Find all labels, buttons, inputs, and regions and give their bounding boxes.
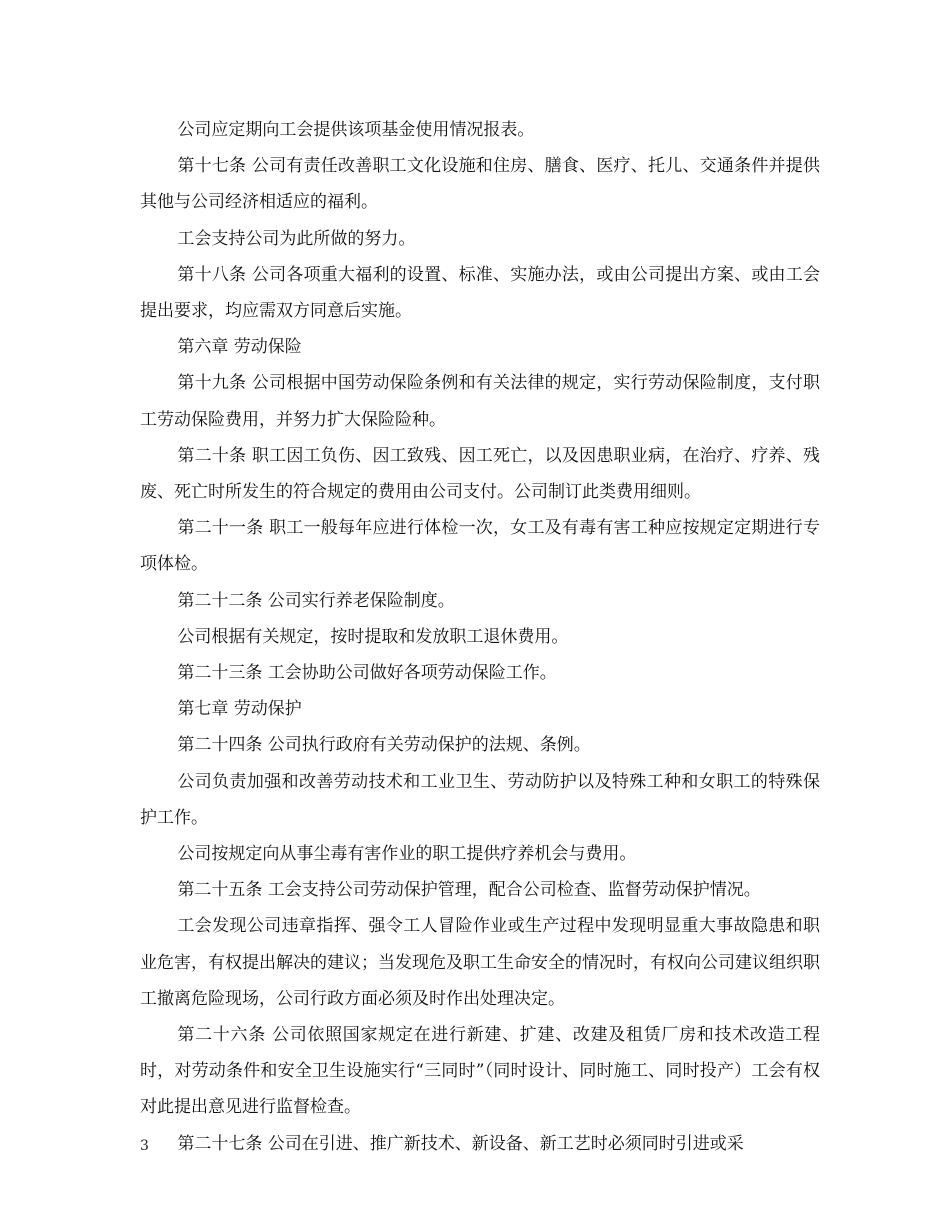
paragraph: 第十八条 公司各项重大福利的设置、标准、实施办法，或由公司提出方案、或由工会提出要求，均应需双方同意后实施。 <box>140 264 820 322</box>
paragraph: 第二十三条 工会协助公司做好各项劳动保险工作。 <box>177 663 557 684</box>
paragraph: 第二十五条 工会支持公司劳动保护管理，配合公司检查、监督劳动保护情况。 <box>177 880 761 901</box>
paragraph: 公司根据有关规定，按时提取和发放职工退休费用。 <box>177 626 569 647</box>
paragraph: 第二十七条 公司在引进、推广新技术、新设备、新工艺时必须同时引进或采 <box>177 1133 744 1154</box>
paragraph: 第二十条 职工因工负伤、因工致残、因工死亡，以及因患职业病，在治疗、疗养、残废、死亡时所发生的符合规定的费用由公司支付。公司制订此类费用细则。 <box>140 445 820 503</box>
paragraph: 公司应定期向工会提供该项基金使用情况报表。 <box>177 120 535 140</box>
paragraph: 公司负责加强和改善劳动技术和工业卫生、劳动防护以及特殊工种和女职工的特殊保护工作。 <box>140 771 820 828</box>
paragraph: 第二十四条 公司执行政府有关劳动保护的法规、条例。 <box>177 735 591 756</box>
paragraph: 第十七条 公司有责任改善职工文化设施和住房、膳食、医疗、托儿、交通条件并提供其他与公司经济相适应的福利。 <box>140 156 820 213</box>
page-number: 3 <box>140 1138 149 1154</box>
paragraph: 第二十二条 公司实行养老保险制度。 <box>177 590 455 611</box>
document-body <box>140 112 820 1162</box>
paragraph: 第二十六条 公司依照国家规定在进行新建、扩建、改建及租赁厂房和技术改造工程时，对劳动条件和安全卫生设施实行“三同时”（同时设计、同时施工、同时投产）工会有权对此提出意见进行监督检查。 <box>140 1025 820 1118</box>
paragraph: 工会支持公司为此所做的努力。 <box>177 228 416 249</box>
paragraph: 第十九条 公司根据中国劳动保险条例和有关法律的规定，实行劳动保险制度，支付职工劳动保险费用，并努力扩大保险险种。 <box>140 373 820 430</box>
paragraph: 工会发现公司违章指挥、强令工人冒险作业或生产过程中发现明显重大事故隐患和职业危害，有权提出解决的建议；当发现危及职工生命安全的情况时，有权向公司建议组织职工撤离危险现场，公司行政方面必须及时作出处理决定。 <box>140 916 820 1009</box>
paragraph: 第二十一条 职工一般每年应进行体检一次，女工及有毒有害工种应按规定定期进行专项体检。 <box>140 518 820 575</box>
chapter-heading: 第六章 劳动保险 <box>177 337 302 358</box>
paragraph: 公司按规定向从事尘毒有害作业的职工提供疗养机会与费用。 <box>177 844 637 865</box>
chapter-heading: 第七章 劳动保护 <box>177 699 302 720</box>
